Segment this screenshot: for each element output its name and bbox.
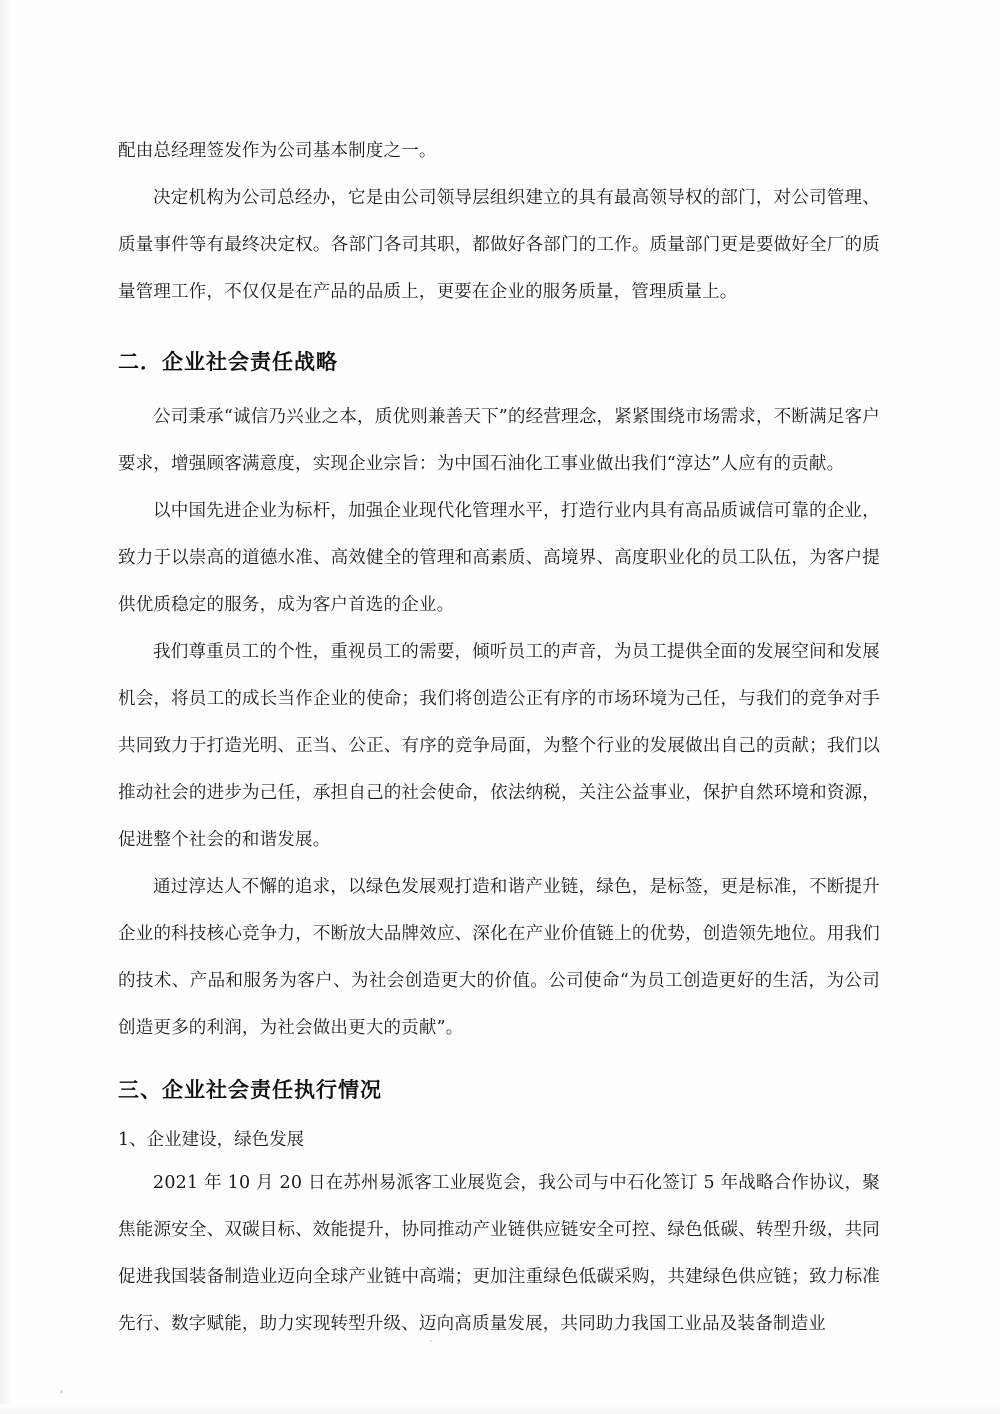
- paragraph: 配由总经理签发作为公司基本制度之一。: [118, 141, 437, 161]
- section-heading: 二．企业社会责任战略: [118, 350, 338, 374]
- page-left-edge-shadow: [0, 0, 14, 1414]
- subsection-heading: 1、企业建设，绿色发展: [118, 1130, 305, 1150]
- paragraph: 我们尊重员工的个性，重视员工的需要，倾听员工的声音，为员工提供全面的发展空间和发展机会，将员工的成长当作企业的使命；我们将创造公正有序的市场环境为己任，与我们的竞争对手共同致力于打造光明、正当、公正、有序的竞争局面，为整个行业的发展做出自己的贡献；我们以推动社会的进步为己任，承担自己的社会使命，依法纳税，关注公益事业，保护自然环境和资源，促进整个社会的和谐发展。: [118, 642, 880, 850]
- paragraph: 通过淳达人不懈的追求，以绿色发展观打造和谐产业链，绿色，是标签，更是标准，不断提升企业的科技核心竞争力，不断放大品牌效应、深化在产业价值链上的优势，创造领先地位。用我们的技术、产品和服务为客户、为社会创造更大的价值。公司使命“为员工创造更好的生活，为公司创造更多的利润，为社会做出更大的贡献”。: [118, 877, 880, 1038]
- scan-speck: [60, 1390, 63, 1393]
- section-heading: 三、企业社会责任执行情况: [118, 1078, 382, 1102]
- document-body: [118, 128, 880, 1348]
- paragraph: 以中国先进企业为标杆，加强企业现代化管理水平，打造行业内具有高品质诚信可靠的企业，致力于以崇高的道德水准、高效健全的管理和高素质、高境界、高度职业化的员工队伍，为客户提供优质稳定的服务，成为客户首选的企业。: [118, 501, 880, 615]
- paragraph: 决定机构为公司总经办，它是由公司领导层组织建立的具有最高领导权的部门，对公司管理、质量事件等有最终决定权。各部门各司其职，都做好各部门的工作。质量部门更是要做好全厂的质量管理工作，不仅仅是在产品的品质上，更要在企业的服务质量，管理质量上。: [118, 188, 880, 302]
- paragraph: 公司秉承“诚信乃兴业之本，质优则兼善天下”的经营理念，紧紧围绕市场需求，不断满足客户要求，增强顾客满意度，实现企业宗旨：为中国石油化工事业做出我们“淳达”人应有的贡献。: [118, 407, 880, 474]
- page-bottom-edge-shadow: [0, 1404, 1000, 1414]
- paragraph: 2021 年 10 月 20 日在苏州易派客工业展览会，我公司与中石化签订 5 年战略合作协议，聚焦能源安全、双碳目标、效能提升，协同推动产业链供应链安全可控、绿色低碳、转型升级，共同促进我国装备制造业迈向全球产业链中高端；更加注重绿色低碳采购，共建绿色供应链；致力标准先行、数字赋能，助力实现转型升级、迈向高质量发展，共同助力我国工业品及装备制造业: [118, 1173, 880, 1334]
